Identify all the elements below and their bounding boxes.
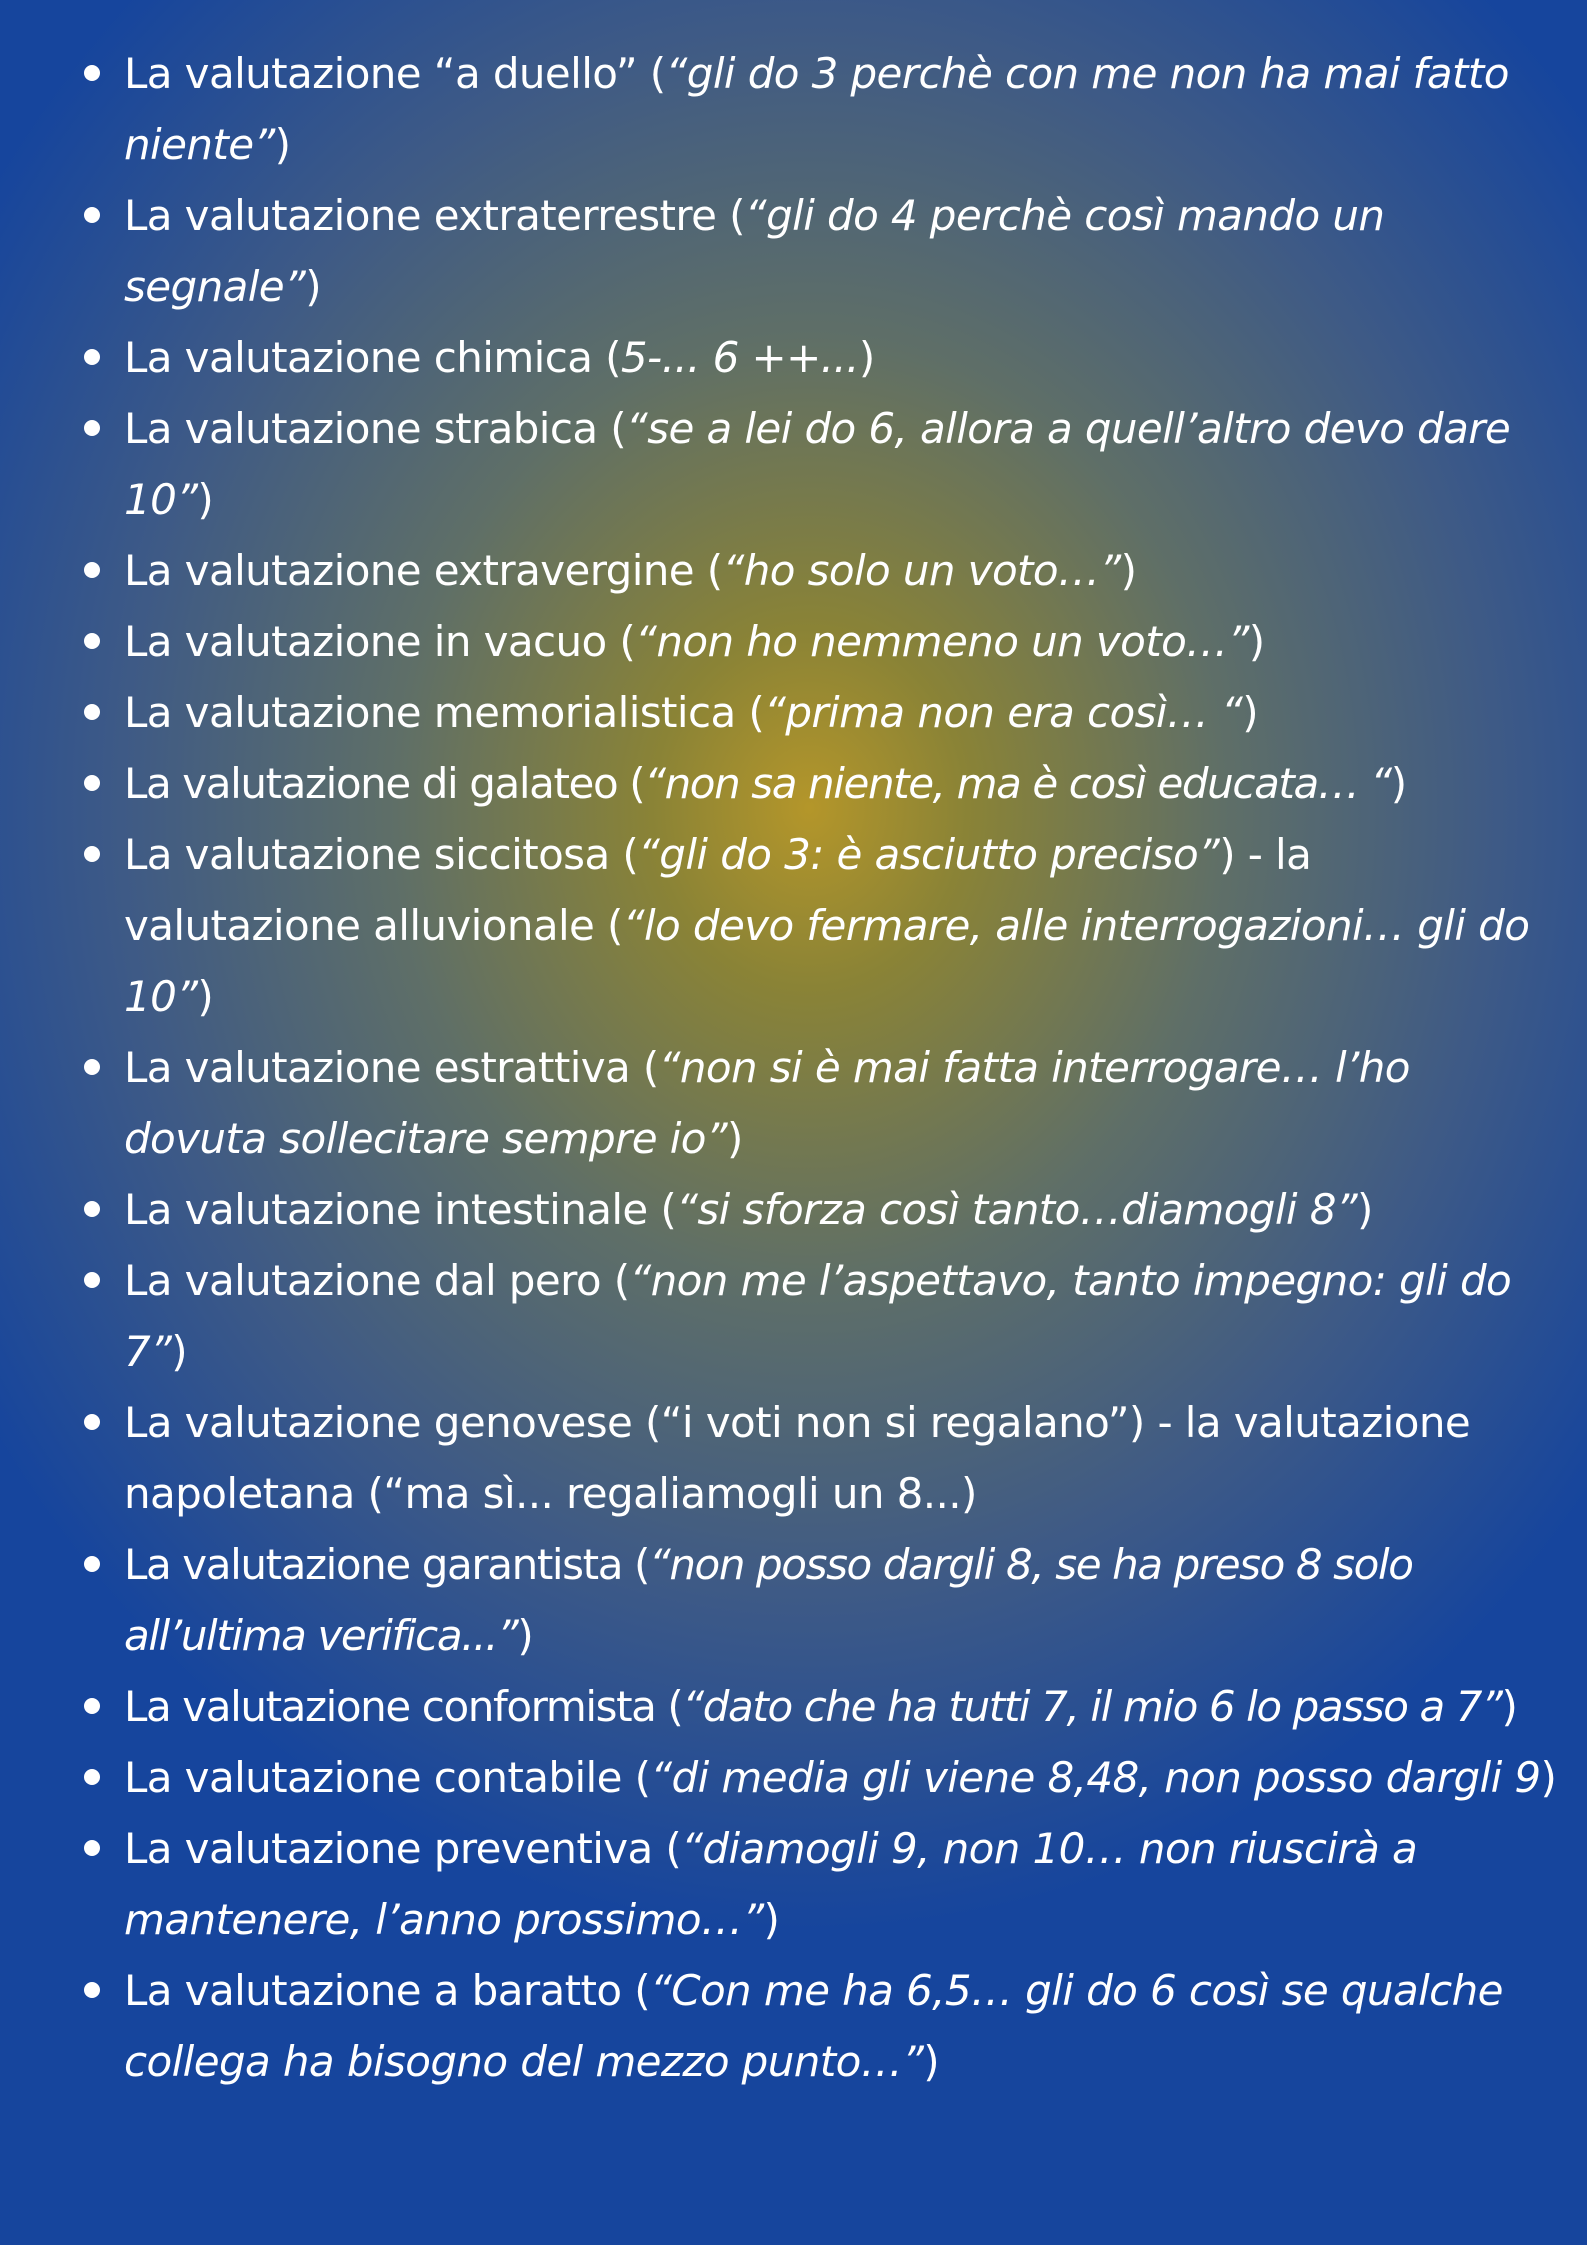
item-label: La valutazione dal pero ( <box>124 1256 630 1305</box>
item-tail: ) <box>858 333 875 382</box>
bullet-icon <box>84 562 100 578</box>
bullet-icon <box>84 775 100 791</box>
list-item <box>0 1174 1587 1245</box>
list-item <box>0 819 1587 1032</box>
item-quote: “diamogli 9, non 10… non riuscirà a mantenere, l’anno prossimo…” <box>124 1824 1418 1944</box>
item-label: La valutazione siccitosa ( <box>124 830 639 879</box>
item-tail: ) <box>197 475 214 524</box>
item-label: La valutazione garantista ( <box>124 1540 649 1589</box>
item-label: La valutazione memorialistica ( <box>124 688 765 737</box>
bullet-icon <box>84 1982 100 1998</box>
bullet-icon <box>84 349 100 365</box>
item-quote: “gli do 3: è asciutto preciso” <box>638 830 1220 879</box>
item-quote: “non ho nemmeno un voto…” <box>635 617 1249 666</box>
bullet-icon <box>84 1272 100 1288</box>
item-label: La valutazione chimica ( <box>124 333 621 382</box>
list-item <box>0 1032 1587 1174</box>
bullet-icon <box>84 65 100 81</box>
item-tail: ) <box>517 1611 533 1660</box>
item-label: La valutazione extravergine ( <box>124 546 723 595</box>
item-label: La valutazione di galateo ( <box>124 759 645 808</box>
bullet-icon <box>84 633 100 649</box>
item-quote: “si sforza così tanto…diamogli 8” <box>676 1185 1358 1234</box>
item-tail: ) <box>1242 688 1259 737</box>
item-tail: ) <box>763 1895 780 1944</box>
bullet-icon <box>84 704 100 720</box>
bullet-icon <box>84 1840 100 1856</box>
item-quote: “gli do 4 perchè così mando un segnale” <box>124 191 1385 311</box>
item-label: La valutazione a baratto ( <box>124 1966 651 2015</box>
item-quote: “non si è mai fatta interrogare… l’ho dovuta sollecitare sempre io” <box>124 1043 1410 1163</box>
bullet-icon <box>84 207 100 223</box>
item-label: La valutazione intestinale ( <box>124 1185 677 1234</box>
list-item <box>0 1813 1587 1955</box>
item-tail: ) <box>923 2037 940 2086</box>
list-item <box>0 393 1587 535</box>
bullet-icon <box>84 1556 100 1572</box>
item-tail: ) <box>305 262 322 311</box>
list-item <box>0 180 1587 322</box>
item-label: La valutazione conformista ( <box>124 1682 683 1731</box>
item-tail: ) <box>1501 1682 1517 1731</box>
list-item <box>0 322 1587 393</box>
bullet-icon <box>84 1059 100 1075</box>
bullet-icon <box>84 420 100 436</box>
item-tail: ) <box>1120 546 1137 595</box>
item-quote: “di media gli viene 8,48, non posso dargli 9 <box>650 1753 1541 1802</box>
item-quote: “Con me ha 6,5… gli do 6 così se qualche collega ha bisogno del mezzo punto…” <box>124 1966 1503 2086</box>
list-item <box>0 1245 1587 1387</box>
bullet-icon <box>84 1201 100 1217</box>
item-tail: ) <box>1357 1185 1373 1234</box>
item-quote: “dato che ha tutti 7, il mio 6 lo passo a 7” <box>682 1682 1502 1731</box>
list-item <box>0 38 1587 180</box>
item-label: La valutazione extraterrestre ( <box>124 191 745 240</box>
item-tail: ) <box>1540 1753 1557 1802</box>
item-quote: “gli do 3 perchè con me non ha mai fatto niente” <box>124 49 1509 169</box>
list-item <box>0 1742 1587 1813</box>
item-label: La valutazione strabica ( <box>124 404 627 453</box>
list-item <box>0 606 1587 677</box>
item-tail: ) - la valutazione alluvionale ( <box>124 830 1312 950</box>
bullet-icon <box>84 846 100 862</box>
item-quote: “prima non era così… “ <box>764 688 1243 737</box>
item-label: La valutazione “a duello” ( <box>124 49 666 98</box>
item-tail: ) <box>171 1327 188 1376</box>
item-label: La valutazione preventiva ( <box>124 1824 682 1873</box>
list-item <box>0 1387 1587 1529</box>
item-quote: “non sa niente, ma è così educata… “ <box>644 759 1391 808</box>
list-item <box>0 748 1587 819</box>
item-quote-second: “lo devo fermare, alle interrogazioni… gli do 10” <box>124 901 1530 1021</box>
item-tail: ) <box>727 1114 743 1163</box>
item-quote: “ho solo un voto…” <box>722 546 1121 595</box>
item-label: La valutazione contabile ( <box>124 1753 651 1802</box>
item-label: La valutazione in vacuo ( <box>124 617 636 666</box>
item-tail: ) <box>274 120 291 169</box>
list-item <box>0 1955 1587 2097</box>
item-tail: ) <box>1248 617 1265 666</box>
item-label: La valutazione estrattiva ( <box>124 1043 659 1092</box>
item-quote: “non me l’aspettavo, tanto impegno: gli do 7” <box>124 1256 1512 1376</box>
item-label: La valutazione genovese (“i voti non si regalano”) - la valutazione napoletana (“ma sì... regaliamogli un 8...) <box>124 1398 1471 1518</box>
item-quote: “se a lei do 6, allora a quell’altro devo dare 10” <box>124 404 1511 524</box>
item-quote: “non posso dargli 8, se ha preso 8 solo all’ultima verifica...” <box>124 1540 1413 1660</box>
list-item <box>0 1529 1587 1671</box>
list-item <box>0 677 1587 748</box>
list-item <box>0 535 1587 606</box>
item-tail-second: ) <box>197 972 214 1021</box>
bullet-icon <box>84 1698 100 1714</box>
bullet-icon <box>84 1769 100 1785</box>
item-quote: 5-... 6 ++... <box>620 333 859 382</box>
item-tail: ) <box>1390 759 1406 808</box>
list-item <box>0 1671 1587 1742</box>
bullet-icon <box>84 1414 100 1430</box>
evaluation-list <box>0 38 1587 2097</box>
